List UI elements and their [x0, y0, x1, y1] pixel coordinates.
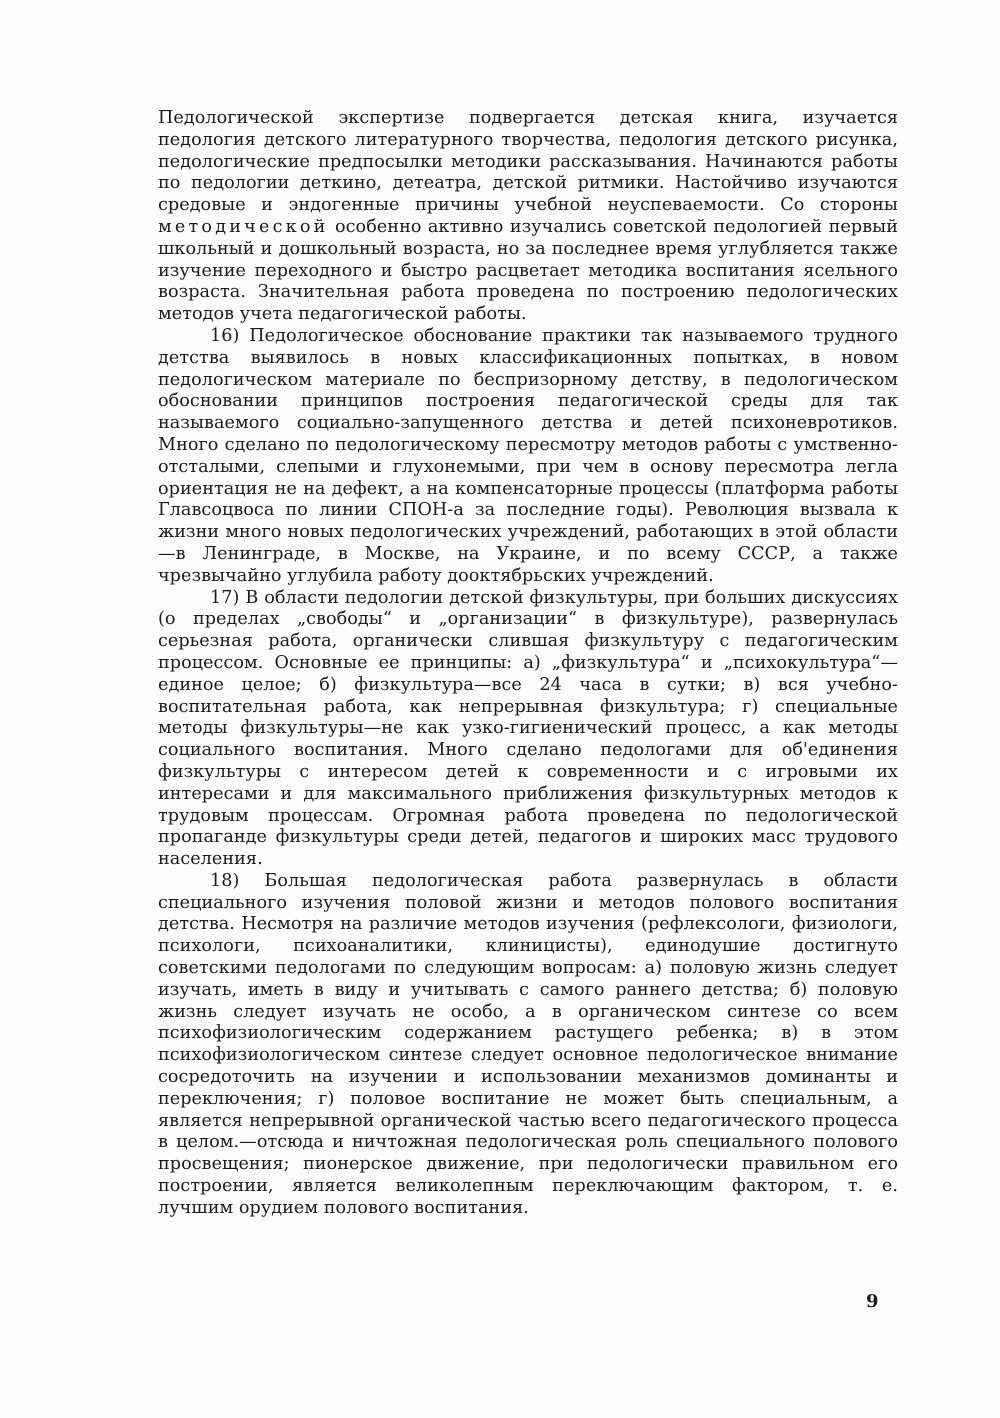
emphasized-word: методической: [158, 216, 329, 237]
paragraph-16: 16) Педологическое обоснование практики так называемого трудного детства выявилось в новых классификационных попытках, в новом педологическом материале по беспризорному детству, в педологическом обосновании принципов построения педагогической среды для так называемого социально-запущенного детства и детей психоневротиков. Много сделано по педологическому пересмотру методов работы с умственно-отсталыми, слепыми и глухонемыми, при чем в основу пересмотра легла ориентация не на дефект, а на компенсаторные процессы (платформа работы Главсоцвоса по линии СПОН-а за последние годы). Революция вызвала к жизни много новых педологических учреждений, работающих в этой области—в Ленинграде, в Москве, на Украине, и по всему СССР, а также чрезвычайно углубила работу дооктябрьских учреждений.: [158, 325, 898, 586]
page-number: 9: [866, 1291, 879, 1312]
continuation-text-start: Педологической экспертизе подвергается детская книга, изучается педология детского литературного творчества, педология детского рисунка, педологические предпосылки методики рассказывания. Начинаются работы по педологии деткино, детеатра, детской ритмики. Настойчиво изучаются средовые и эндогенные причины учебной неуспеваемости. Со стороны: [158, 108, 898, 216]
body-text: [158, 108, 898, 1220]
continuation-text-end: особенно активно изучались советской педологией первый школьный и дошкольный возраста, но за последнее время углубляется также изучение переходного и быстро расцветает методика воспитания ясельного возраста. Значительная работа проведена по построению педологических методов учета педагогической работы.: [158, 216, 898, 325]
paragraph-17: 17) В области педологии детской физкультуры, при больших дискуссиях (о пределах „свободы“ и „организации“ в физкультуре), развернулась серьезная работа, органически слившая физкультуру с педагогическим процессом. Основные ее принципы: а) „физкультура“ и „психокультура“—единое целое; б) физкультура—все 24 часа в сутки; в) вся учебно-воспитательная работа, как непрерывная физкультура; г) специальные методы физкультуры—не как узко-гигиенический процесс, а как методы социального воспитания. Много сделано педологами для об'единения физкультуры с интересом детей к современности и с игровыми их интересами и для максимального приближения физкультурных методов к трудовым процессам. Огромная работа проведена по педологической пропаганде физкультуры среди детей, педагогов и широких масс трудового населения.: [158, 587, 898, 870]
paragraph-18: 18) Большая педологическая работа развернулась в области специального изучения половой жизни и методов полового воспитания детства. Несмотря на различие методов изучения (рефлексологи, физиологи, психологи, психоаналитики, клиницисты), единодушие достигнуто советскими педологами по следующим вопросам: а) половую жизнь следует изучать, иметь в виду и учитывать с самого раннего детства; б) половую жизнь следует изучать не особо, а в органическом синтезе со всем психофизиологическим содержанием растущего ребенка; в) в этом психофизиологическом синтезе следует основное педологическое внимание сосредоточить на изучении и использовании механизмов доминанты и переключения; г) половое воспитание не может быть специальным, а является непрерывной органической частью всего педагогического процесса в целом.—отсюда и ничтожная педологическая роль специального полового просвещения; пионерское движение, при педологически правильном его построении, является великолепным переключающим фактором, т. е. лучшим орудием полового воспитания.: [158, 870, 898, 1218]
paragraph-continuation: [158, 108, 898, 326]
